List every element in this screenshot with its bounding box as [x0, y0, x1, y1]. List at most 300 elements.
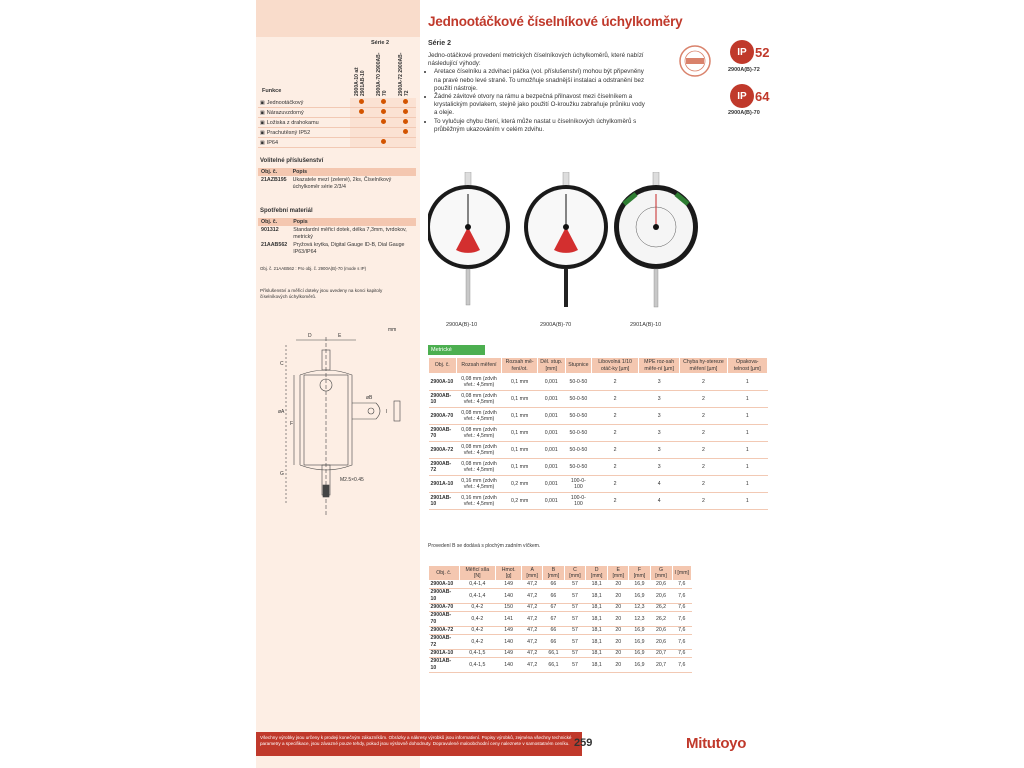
table-cell: 47,2 [522, 627, 543, 635]
intro-bullets [428, 68, 648, 134]
table-header-cell: Obj. č. [258, 168, 290, 176]
table-cell: 57 [564, 635, 586, 650]
table-cell: 0,08 mm (zdvih vřet.: 4,5mm) [456, 425, 502, 442]
table-row [429, 493, 768, 510]
table-cell: 141 [496, 612, 522, 627]
table-cell: 1 [727, 493, 767, 510]
table-header-cell: F [mm] [629, 566, 650, 581]
table-cell: 7,6 [672, 581, 691, 589]
table-cell: 66 [543, 581, 564, 589]
table-cell: 18,1 [586, 589, 608, 604]
drawing-label-e: E [338, 333, 342, 339]
function-label: IP64 [266, 139, 279, 146]
dial-gauge-icon [428, 172, 510, 305]
table-cell: 50-0-50 [565, 442, 591, 459]
table-header-cell: Libovolná 1/10 otáč-ky [µm] [592, 358, 639, 374]
table-cell: 2901A-10 [429, 650, 460, 658]
function-row [258, 128, 416, 138]
table-cell: 149 [496, 650, 522, 658]
table-cell: 20,7 [650, 658, 672, 673]
intro-bullet: • Žádné závitové otvory na rámu a bezpečná přilnavost mezi číselníkem a krystalickým povlakem, stejně jako použití O-kroužku zabraňuje průniku vody a oleje. [434, 93, 648, 118]
table-cell: 57 [564, 612, 586, 627]
optional-title: Volitelné příslušenství [260, 158, 324, 164]
table-cell: 140 [496, 635, 522, 650]
table-header-cell: Obj. č. [429, 566, 460, 581]
sidebar-header-band [256, 0, 420, 37]
table-cell: 2900A-10 [429, 374, 457, 391]
function-name [258, 98, 350, 108]
table-cell: 0,001 [537, 476, 565, 493]
ip-number: 52 [755, 44, 770, 60]
table-cell: 0,001 [537, 374, 565, 391]
function-table [258, 40, 418, 148]
table-cell: 20 [608, 604, 629, 612]
table-cell: 0,08 mm (zdvih vřet.: 4,5mm) [456, 408, 502, 425]
drawing-label-b: øB [366, 395, 373, 401]
ip-circle-icon: IP [730, 84, 754, 108]
table-cell: 18,1 [586, 650, 608, 658]
function-row [258, 98, 416, 108]
table-cell: 20 [608, 612, 629, 627]
table-cell: 0,001 [537, 459, 565, 476]
table-cell: 0,1 mm [502, 425, 537, 442]
table-cell: 20,6 [650, 589, 672, 604]
table-header-row [429, 358, 768, 374]
table-cell: 0,1 mm [502, 408, 537, 425]
table-cell: 3 [639, 442, 680, 459]
metric-tab: Metrické [428, 345, 485, 355]
table-cell: 20,6 [650, 627, 672, 635]
table-cell: 1 [727, 476, 767, 493]
table-cell: 7,6 [672, 650, 691, 658]
table-cell: 20 [608, 627, 629, 635]
table-row [429, 627, 692, 635]
table-cell: 0,4-2 [459, 635, 496, 650]
main-content [428, 0, 768, 768]
table-row [429, 612, 692, 627]
table-cell: 0,4-1,4 [459, 581, 496, 589]
table-cell: 2 [680, 374, 727, 391]
dial-gauge-icon [524, 172, 608, 307]
table-cell: 2 [592, 493, 639, 510]
table-cell: 0,16 mm (zdvih vřet.: 4,5mm) [456, 476, 502, 493]
table-header-cell: D [mm] [586, 566, 608, 581]
consumables-title: Spotřební materiál [260, 208, 313, 214]
table-cell: 47,2 [522, 589, 543, 604]
table-cell: 7,6 [672, 612, 691, 627]
drawing-label-g: G [280, 471, 284, 477]
catalog-page [256, 0, 768, 768]
table-cell: 2 [592, 442, 639, 459]
function-cell [394, 108, 416, 118]
table-cell: 0,001 [537, 442, 565, 459]
table-cell: 0,08 mm (zdvih vřet.: 4,5mm) [456, 391, 502, 408]
function-name [258, 128, 350, 138]
table-cell: 100-0-100 [565, 476, 591, 493]
table-cell: 16,9 [629, 635, 650, 650]
function-icon: ▣ [260, 119, 265, 126]
table-row [258, 226, 416, 241]
function-row [258, 118, 416, 128]
table-cell: 7,6 [672, 658, 691, 673]
column-header: 2900A-70 2900AB-70 [376, 52, 388, 96]
quality-stamp-icon [678, 44, 712, 83]
table-row [429, 604, 692, 612]
table-cell: 2900AB-70 [429, 425, 457, 442]
drawing-label-d: D [308, 333, 312, 339]
table-header-cell: Rozsah měření [456, 358, 502, 374]
table-row [429, 442, 768, 459]
table-header-cell: Hmot. [g] [496, 566, 522, 581]
table-cell: 2 [680, 493, 727, 510]
drawing-label-thread: M2.5×0.45 [340, 477, 364, 483]
table-cell: 0,1 mm [502, 374, 537, 391]
code-cell: 21AZB195 [261, 177, 287, 183]
brand-logo: Mitutoyo [686, 735, 747, 752]
table-cell: 140 [496, 589, 522, 604]
table-cell: 18,1 [586, 658, 608, 673]
table-row [429, 425, 768, 442]
table-cell: 66 [543, 627, 564, 635]
page-title: Jednootáčkové číselníkové úchylkoměry [428, 14, 683, 29]
table-cell: 66 [543, 589, 564, 604]
table-cell: 2900A-70 [429, 604, 460, 612]
table-cell: 149 [496, 627, 522, 635]
function-cell [394, 98, 416, 108]
table-cell: 0,16 mm (zdvih vřet.: 4,5mm) [456, 493, 502, 510]
table-row [429, 459, 768, 476]
table-header-cell: Stupnice [565, 358, 591, 374]
table-cell: 16,9 [629, 581, 650, 589]
table-cell: 2 [680, 425, 727, 442]
table-cell: 4 [639, 476, 680, 493]
function-label: Prachutěsný IP52 [266, 129, 311, 136]
table-cell: 7,6 [672, 589, 691, 604]
table-cell: 2 [592, 408, 639, 425]
mm-label: mm [388, 327, 397, 333]
series-subtitle: Série 2 [428, 40, 451, 47]
table-cell: 0,1 mm [502, 391, 537, 408]
table-cell: 2901AB-10 [429, 493, 457, 510]
table-cell: 2 [680, 442, 727, 459]
table-cell: 18,1 [586, 581, 608, 589]
table-cell: 57 [564, 627, 586, 635]
table-header-row [258, 168, 416, 176]
table-cell: 2 [680, 459, 727, 476]
table-header-cell: C [mm] [564, 566, 586, 581]
table-cell: 50-0-50 [565, 374, 591, 391]
table-header-cell: A [mm] [522, 566, 543, 581]
table-cell: 0,001 [537, 391, 565, 408]
table-row [429, 589, 692, 604]
table-cell: 0,2 mm [502, 476, 537, 493]
page-number: 259 [574, 737, 593, 749]
table-cell: 2 [592, 374, 639, 391]
table-cell: 2 [680, 476, 727, 493]
table-header-cell: Chyba hy-stereze měření [µm] [680, 358, 727, 374]
function-name [258, 118, 350, 128]
table-cell: 20 [608, 589, 629, 604]
table-cell: 3 [639, 374, 680, 391]
gauges-photo [428, 172, 708, 322]
gauge-label: 2901A(B)-10 [630, 322, 662, 328]
ip-circle-icon: IP [730, 40, 754, 64]
column-header: 2900A-10 až 2901AB-10 [354, 67, 366, 96]
gauge-label: 2900A(B)-70 [540, 322, 572, 328]
table-cell: 20,7 [650, 650, 672, 658]
table-cell: 16,9 [629, 650, 650, 658]
table-cell: 0,4-2 [459, 612, 496, 627]
table-header-cell: Obj. č. [429, 358, 457, 374]
function-icon: ▣ [260, 109, 265, 116]
drawing-label-c: C [280, 361, 284, 367]
function-cell [350, 98, 372, 108]
table-cell: 0,001 [537, 425, 565, 442]
table-cell: 2901A-10 [429, 476, 457, 493]
table-cell: 2 [592, 476, 639, 493]
table-cell: 26,2 [650, 604, 672, 612]
technical-drawing [256, 325, 420, 525]
support-dot-icon [381, 109, 386, 114]
table-header-cell: Opakova-telnost [µm] [727, 358, 767, 374]
function-cell [372, 108, 394, 118]
table-cell: 0,08 mm (zdvih vřet.: 4,5mm) [456, 374, 502, 391]
drawing-label-f: F [290, 421, 294, 427]
table-header-cell: MPE roz-sah měře-ní [µm] [639, 358, 680, 374]
optional-table [258, 168, 416, 191]
serie-label: Série 2 [371, 40, 390, 46]
function-cell [372, 98, 394, 108]
table-cell: 50-0-50 [565, 459, 591, 476]
table-cell: 1 [727, 391, 767, 408]
table-cell: 3 [639, 391, 680, 408]
table-cell: 57 [564, 604, 586, 612]
column-header: 2900A-72 2900AB-72 [398, 52, 410, 96]
function-icon: ▣ [260, 139, 265, 146]
table-cell: 149 [496, 581, 522, 589]
table-cell: 0,2 mm [502, 493, 537, 510]
table-cell: 66 [543, 635, 564, 650]
function-label: Ložiska z drahokamu [266, 119, 319, 126]
ip64-badge [730, 84, 769, 108]
table-row [429, 581, 692, 589]
table-cell: 2901AB-10 [429, 658, 460, 673]
table-cell: 150 [496, 604, 522, 612]
table-cell: 67 [543, 612, 564, 627]
drawing-label-i: I [386, 409, 388, 415]
table-cell: 0,001 [537, 408, 565, 425]
function-cell [350, 138, 372, 148]
function-name [258, 108, 350, 118]
function-name [258, 138, 350, 148]
table-cell: 47,2 [522, 650, 543, 658]
function-cell [372, 138, 394, 148]
ip-number: 64 [755, 88, 770, 104]
table-row [429, 374, 768, 391]
support-dot-icon [381, 99, 386, 104]
table-header-row [429, 566, 692, 581]
table-cell: 47,2 [522, 635, 543, 650]
table-cell: 7,6 [672, 635, 691, 650]
table-cell: 20,6 [650, 581, 672, 589]
table-cell: 0,4-2 [459, 604, 496, 612]
support-dot-icon [359, 99, 364, 104]
function-cell [350, 128, 372, 138]
table-cell: 140 [496, 658, 522, 673]
table-header-cell: Rozsah mě-ření/ot. [502, 358, 537, 374]
table-cell: 0,1 mm [502, 442, 537, 459]
table-cell: 2900AB-72 [429, 635, 460, 650]
function-icon: ▣ [260, 129, 265, 136]
code-cell: 901312 [261, 227, 279, 233]
table-cell: 47,2 [522, 604, 543, 612]
spec-table [428, 357, 768, 510]
ip52-label: 2900A(B)-72 [728, 67, 760, 73]
table-cell: 12,3 [629, 612, 650, 627]
table-cell: 18,1 [586, 627, 608, 635]
table-header-cell: Popis [290, 218, 416, 226]
table-cell: 66,1 [543, 650, 564, 658]
table-cell: 57 [564, 589, 586, 604]
ip64-label: 2900A(B)-70 [728, 110, 760, 116]
table-cell: 16,9 [629, 589, 650, 604]
table-cell: 18,1 [586, 635, 608, 650]
table-cell: 47,2 [522, 612, 543, 627]
table-cell: 4 [639, 493, 680, 510]
column-headers [348, 48, 416, 96]
table-cell: 1 [727, 374, 767, 391]
function-row [258, 108, 416, 118]
table-cell: 2900AB-10 [429, 589, 460, 604]
support-dot-icon [381, 119, 386, 124]
table-cell: 20 [608, 581, 629, 589]
table-cell: 1 [727, 408, 767, 425]
table-cell: 0,001 [537, 493, 565, 510]
drawing-svg [256, 325, 420, 525]
table-row [429, 408, 768, 425]
table-cell: 1 [727, 425, 767, 442]
table-cell: 3 [639, 459, 680, 476]
desc-cell: Ukazatele mezí (zelené), 2ks, Číselníkový úchylkoměr série 2/3/4 [292, 177, 392, 190]
function-label: Nárazuvzdorný [266, 109, 304, 116]
table-cell: 7,6 [672, 627, 691, 635]
consumables-table [258, 218, 416, 256]
table-cell: 57 [564, 658, 586, 673]
intro-bullet: • Aretace číselníku a zdvihací páčka (vol. příslušenství) mohou být připevněny na pravé nebo levé straně. To umožňuje snadnější instalaci a odstranění bez použití nástroje. [434, 68, 648, 93]
table-cell: 2900A-72 [429, 442, 457, 459]
spec-note: Provedení B se dodává s plochým zadním víčkem. [428, 543, 541, 549]
table-cell: 16,9 [629, 658, 650, 673]
table-header-cell: I [mm] [672, 566, 691, 581]
table-cell: 2900AB-72 [429, 459, 457, 476]
table-cell: 2 [680, 391, 727, 408]
table-header-cell: G [mm] [650, 566, 672, 581]
table-row [429, 476, 768, 493]
support-dot-icon [359, 109, 364, 114]
table-cell: 0,08 mm (zdvih vřet.: 4,5mm) [456, 459, 502, 476]
table-cell: 2900AB-70 [429, 612, 460, 627]
table-cell: 1 [727, 442, 767, 459]
intro-text [428, 52, 648, 134]
table-cell: 50-0-50 [565, 391, 591, 408]
function-label: Jednootáčkový [266, 99, 304, 106]
table-cell: 67 [543, 604, 564, 612]
function-cell [394, 128, 416, 138]
support-dot-icon [381, 139, 386, 144]
table-header-cell: E [mm] [608, 566, 629, 581]
table-cell: 2 [592, 391, 639, 408]
table-cell: 0,4-1,5 [459, 650, 496, 658]
dimension-table [428, 565, 692, 673]
table-cell: 20 [608, 658, 629, 673]
table-cell: 47,2 [522, 658, 543, 673]
accessory-note: Příslušenství a měřicí doteky jsou uvedeny na konci kapitoly číselníkových úchylkoměrů. [260, 288, 383, 299]
table-row [258, 241, 416, 256]
table-row [429, 635, 692, 650]
function-cell [372, 128, 394, 138]
table-cell: 26,2 [650, 612, 672, 627]
code-cell: 21AAB562 [261, 242, 288, 248]
table-cell: 50-0-50 [565, 408, 591, 425]
function-rows [258, 98, 416, 148]
support-dot-icon [403, 99, 408, 104]
table-cell: 2 [680, 408, 727, 425]
support-dot-icon [403, 129, 408, 134]
table-cell: 20 [608, 635, 629, 650]
table-cell: 57 [564, 650, 586, 658]
footer-disclaimer: Všechny výrobky jsou určeny k prodeji konečným zákazníkům. Obrázky a nákresy výrobků jsou informativní. Popisy výrobků, zejména všechny technické parametry a specifikace, jsou závazné pouze tehdy, pokud jsou výslovně dohodnuty. Dopravulené maloobchodní ceny naleznete v samostatném ceníku. [256, 732, 582, 756]
function-row [258, 138, 416, 148]
table-header-row [258, 218, 416, 226]
table-cell: 2 [592, 459, 639, 476]
gauge-label: 2900A(B)-10 [446, 322, 478, 328]
table-cell: 50-0-50 [565, 425, 591, 442]
table-cell: 20 [608, 650, 629, 658]
table-cell: 1 [727, 459, 767, 476]
support-dot-icon [403, 109, 408, 114]
dial-gauge-icon [614, 172, 698, 307]
table-row [258, 176, 416, 191]
table-cell: 0,4-1,4 [459, 589, 496, 604]
table-row [429, 650, 692, 658]
table-cell: 16,9 [629, 627, 650, 635]
table-cell: 20,6 [650, 635, 672, 650]
function-cell [350, 118, 372, 128]
intro-lead: Jedno-otáčkové provedení metrických číselníkových úchylkoměrů, které nabízí následující výhody: [428, 52, 644, 68]
table-cell: 0,1 mm [502, 459, 537, 476]
table-cell: 57 [564, 581, 586, 589]
function-cell [394, 138, 416, 148]
drawing-label-a: øA [278, 409, 285, 415]
support-dot-icon [403, 119, 408, 124]
funkce-label: Funkce [262, 88, 282, 94]
desc-cell: Pryžová krytka, Digital Gauge ID-B, Dial Gauge IP63/IP64 [293, 242, 405, 255]
function-cell [372, 118, 394, 128]
table-cell: 2900A-10 [429, 581, 460, 589]
table-header-cell: Děl. stup. [mm] [537, 358, 565, 374]
table-cell: 0,08 mm (zdvih vřet.: 4,5mm) [456, 442, 502, 459]
table-cell: 12,3 [629, 604, 650, 612]
function-cell [350, 108, 372, 118]
table-cell: 3 [639, 408, 680, 425]
table-header-cell: Popis [290, 168, 416, 176]
table-cell: 2900AB-10 [429, 391, 457, 408]
desc-cell: Standardní měřicí dotek, délka 7,3mm, tvrdokov, metrický [293, 227, 407, 240]
table-cell: 18,1 [586, 612, 608, 627]
table-header-cell: Obj. č. [258, 218, 290, 226]
table-cell: 47,2 [522, 581, 543, 589]
table-row [429, 391, 768, 408]
